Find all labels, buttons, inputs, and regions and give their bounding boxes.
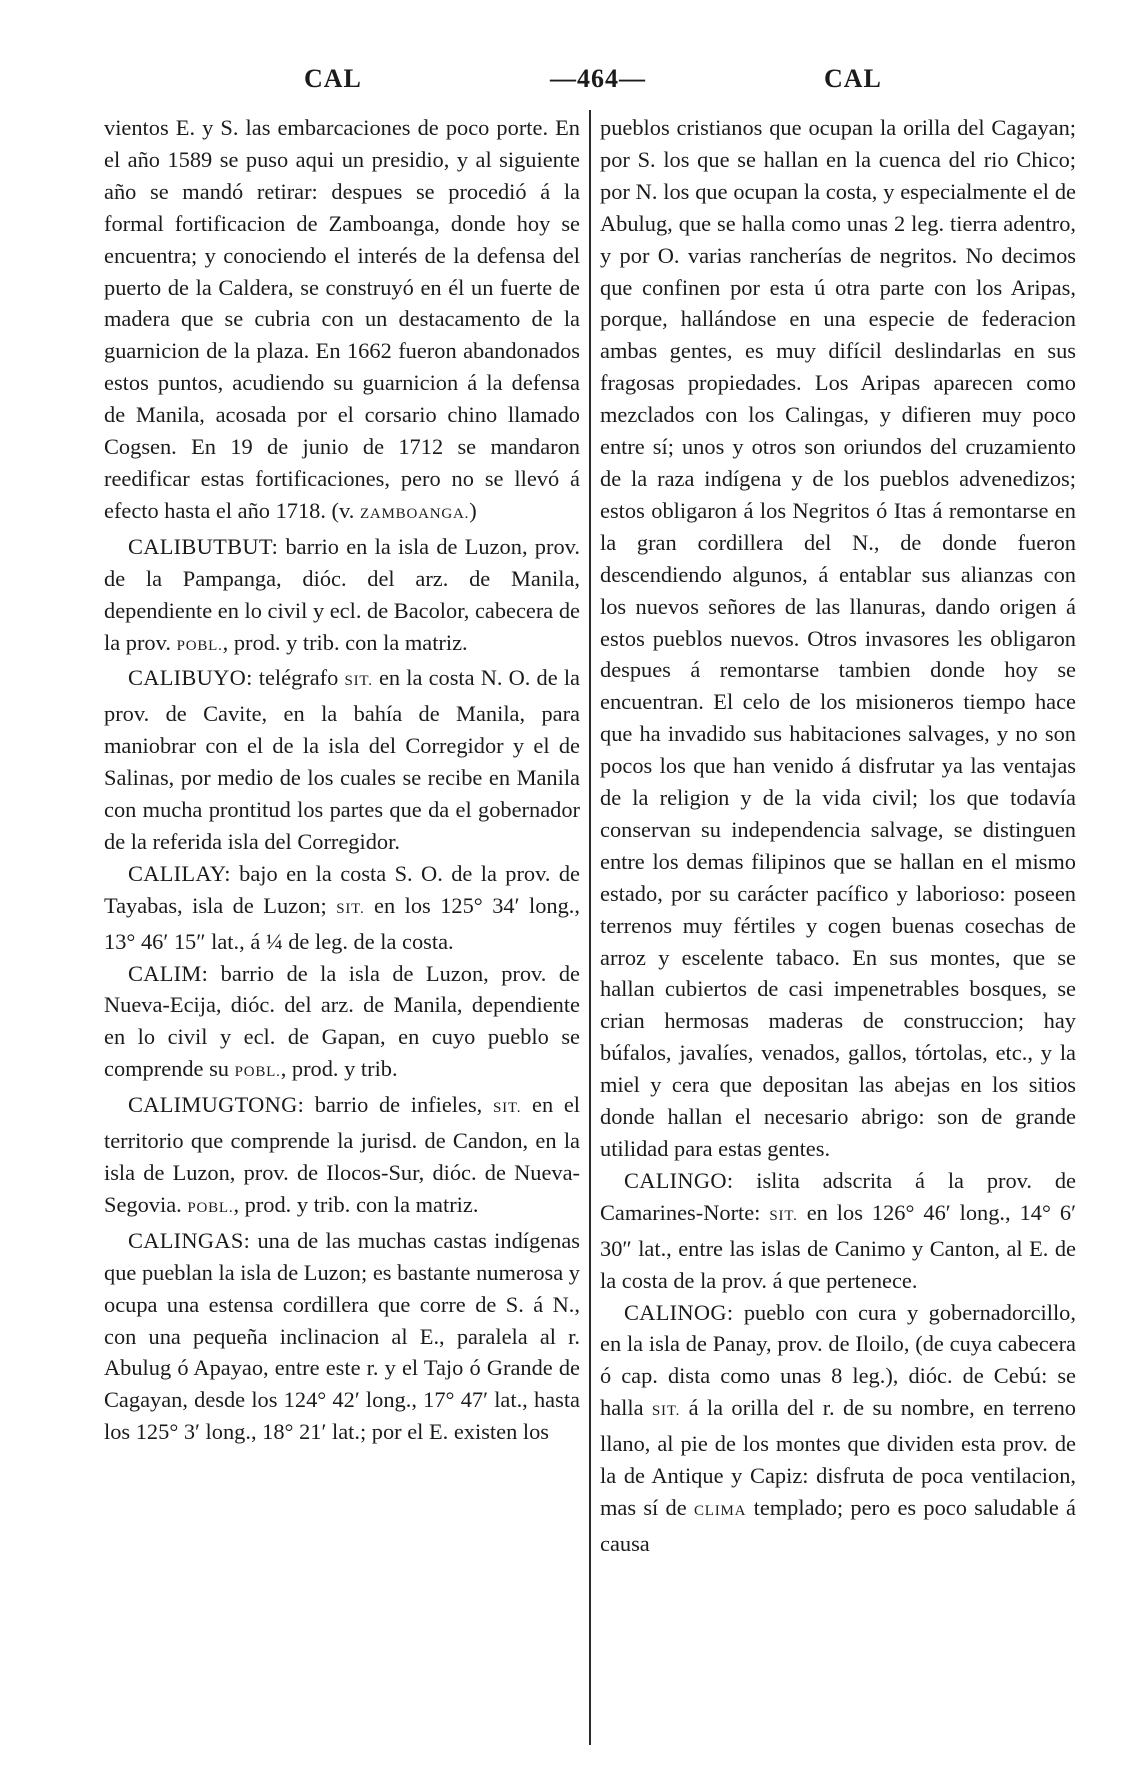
continued-paragraph: vientos E. y S. las embarcaciones de poco porte. En el año 1589 se puso aqui un presidio, y al siguiente año se mandó retirar: despues se procedió á la formal fortificacion de Zamboanga, donde hoy se encuentra; y conociendo el interés de la defensa del puerto de la Caldera, se construyó en él un fuerte de madera que se cubria con un destacamento de la guarnicion de la plaza. En 1662 fueron abandonados estos puntos, acudiendo su guarnicion á la defensa de Manila, acosada por el corsario chino llamado Cogsen. En 19 de junio de 1712 se mandaron reedificar estas fortificaciones, pero no se llevó á efecto hasta el año 1718. (v. ZAMBOANGA.) [104,115,580,523]
right-column [600,112,1076,1742]
entry-headword: CALIM: [128,960,209,986]
entry-headword: CALINOG: [624,1299,734,1325]
left-column [104,112,580,1742]
running-head-right: CAL [824,64,882,93]
entry-headword: CALILAY: [128,860,231,886]
entry-calilay: CALILAY: bajo en la costa S. O. de la prov. de Tayabas, isla de Luzon; SIT. en los 125° 34′ long., 13° 46′ 15″ lat., á ¼ de leg. de la costa. [104,860,580,954]
page-number: —464— [550,64,646,93]
entry-headword: CALIMUGTONG: [128,1092,305,1118]
page-header [104,64,1084,104]
entry-calim: CALIM: barrio de la isla de Luzon, prov. de Nueva-Ecija, dióc. del arz. de Manila, dependiente en lo civil y ecl. de Gapan, en cuyo pueblo se comprende su POBL., prod. y trib. [104,960,580,1082]
entry-calimugtong: CALIMUGTONG: barrio de infieles, SIT. en el territorio que comprende la jurisd. de Candon, en la isla de Luzon, prov. de Ilocos-Sur, dióc. de Nueva-Segovia. POBL., prod. y trib. con la matriz. [104,1092,580,1217]
entry-headword: CALIBUYO: [128,665,253,691]
entry-headword: CALIBUTBUT: [128,533,279,559]
entry-headword: CALINGO: [624,1167,734,1193]
entry-calinog: CALINOG: pueblo con cura y gobernadorcillo, en la isla de Panay, prov. de Iloilo, (de cuya cabecera ó cap. dista como unas 8 leg.), dióc. de Cebú: se halla SIT. á la orilla del r. de su nombre, en terreno llano, al pie de los montes que dividen esta prov. de la de Antique y Capiz: disfruta de poca ventilacion, mas sí de CLIMA templado; pero es poco saludable á causa [600,1299,1076,1556]
entry-calibuyo: CALIBUYO: telégrafo SIT. en la costa N. O. de la prov. de Cavite, en la bahía de Manila, para maniobrar con el de la isla del Corregidor y el de Salinas, por medio de los cuales se recibe en Manila con mucha prontitud los partes que da el gobernador de la referida isla del Corregidor. [104,665,580,854]
entry-headword: CALINGAS: [128,1227,251,1253]
running-head-left: CAL [304,64,362,93]
entry-calingo: CALINGO: islita adscrita á la prov. de Camarines-Norte: SIT. en los 126° 46′ long., 14° 6′ 30″ lat., entre las islas de Canimo y Canton, al E. de la costa de la prov. á que pertenece. [600,1167,1076,1293]
entry-calibutbut: CALIBUTBUT: barrio en la isla de Luzon, prov. de la Pampanga, dióc. del arz. de Manila, dependiente en lo civil y ecl. de Bacolor, cabecera de la prov. POBL., prod. y trib. con la matriz. [104,533,580,655]
column-divider [589,110,591,1745]
entry-calingas: CALINGAS: una de las muchas castas indígenas que pueblan la isla de Luzon; es bastante numerosa y ocupa una estensa cordillera que corre de S. á N., con una pequeña inclinacion al E., paralela al r. Abulug ó Apayao, entre este r. y el Tajo ó Grande de Cagayan, desde los 124° 42′ long., 17° 47′ lat., hasta los 125° 3′ long., 18° 21′ lat.; por el E. existen los [104,1227,580,1445]
continued-paragraph: pueblos cristianos que ocupan la orilla del Cagayan; por S. los que se hallan en la cuenca del rio Chico; por N. los que ocupan la costa, y especialmente el de Abulug, que se halla como unas 2 leg. tierra adentro, y por O. varias rancherías de negritos. No decimos que confinen por esta ú otra parte con los Aripas, porque, hallándose en una especie de federacion ambas gentes, es muy difícil deslindarlas en sus fragosas propiedades. Los Aripas aparecen como mezclados con los Calingas, y difieren muy poco entre sí; unos y otros son oriundos del cruzamiento de la raza indígena y de los pueblos advenedizos; estos obligaron á los Negritos ó Itas á remontarse en la gran cordillera del N., de donde fueron descendiendo algunos, á entablar sus alianzas con los nuevos señores de las llanuras, dando origen á estos pueblos nuevos. Otros invasores les obligaron despues á remontarse tambien donde hoy se encuentran. El celo de los misioneros tiempo hace que ha invadido sus habitaciones salvages, y no son pocos los que han venido á disfrutar ya las ventajas de la religion y de la vida civil; los que todavía conservan su independencia salvage, se distinguen entre los demas filipinos que se hallan en el mismo estado, por su carácter pacífico y laborioso: poseen terrenos muy fértiles y cogen buenas cosechas de arroz y escelente tabaco. En sus montes, que se hallan cubiertos de casi impenetrables bosques, se crian hermosas maderas de construccion; hay búfalos, javalíes, venados, gallos, tórtolas, etc., y la miel y cera que depositan las abejas en los sitios donde hallan el necesario abrigo: son de grande utilidad para estas gentes. [600,115,1076,1161]
